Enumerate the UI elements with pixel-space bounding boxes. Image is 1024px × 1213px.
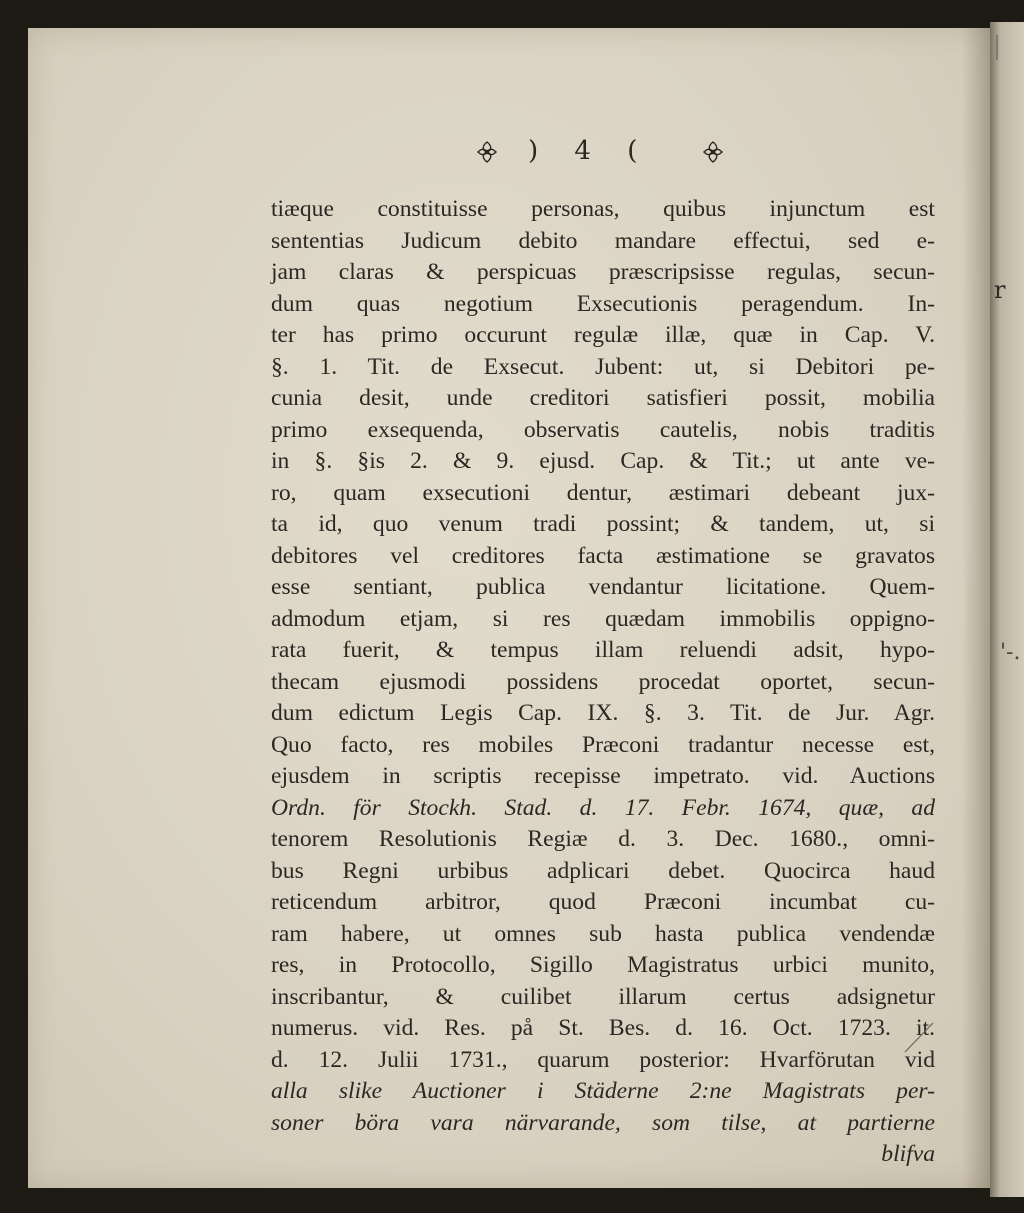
text-line: tiæque constituisse personas, quibus injunctum est xyxy=(271,196,935,222)
body-text xyxy=(271,194,935,1171)
gutter-shadow xyxy=(962,28,990,1188)
fleuron-ornament-icon xyxy=(702,140,724,164)
text-line: primo exsequenda, observatis cautelis, nobis traditis xyxy=(271,416,935,443)
margin-mark: r xyxy=(994,276,1006,304)
text-line: cunia desit, unde creditori satisfieri possit, mobilia xyxy=(271,385,935,411)
adjacent-page-edge xyxy=(990,22,1024,1197)
text-line: esse sentiant, publica vendantur licitatione. Quem- xyxy=(271,574,935,600)
text-line: soner böra vara närvarande, som tilse, at partierne xyxy=(271,1109,935,1136)
text-line: tenorem Resolutionis Regiæ d. 3. Dec. 1680., omni- xyxy=(271,826,935,852)
text-line: sententias Judicum debito mandare effectui, sed e- xyxy=(271,227,935,254)
text-line: res, in Protocollo, Sigillo Magistratus urbici munito, xyxy=(271,952,935,978)
text-line: reticendum arbitror, quod Præconi incumbat cu- xyxy=(271,889,935,915)
text-line: ta id, quo venum tradi possint; & tandem, ut, si xyxy=(271,511,935,537)
text-line: dum edictum Legis Cap. IX. §. 3. Tit. de Jur. Agr. xyxy=(271,700,935,726)
margin-mark: '-. xyxy=(1000,640,1021,665)
fleuron-ornament-icon xyxy=(476,140,498,164)
text-line: ram habere, ut omnes sub hasta publica vendendæ xyxy=(271,920,935,947)
catchword: blifva xyxy=(881,1141,935,1167)
text-line: thecam ejusmodi possidens procedat oportet, secun- xyxy=(271,668,935,695)
text-line: dum quas negotium Exsecutionis peragendum. In- xyxy=(271,290,935,317)
text-line: debitores vel creditores facta æstimatione se gravatos xyxy=(271,542,935,569)
text-line: jam claras & perspicuas præscripsisse regulas, secun- xyxy=(271,259,935,285)
text-line: ejusdem in scriptis recepisse impetrato. vid. Auctions xyxy=(271,763,935,789)
text-line: inscribantur, & cuilibet illarum certus adsignetur xyxy=(271,983,935,1010)
page-header xyxy=(476,136,746,176)
text-line: ter has primo occurunt regulæ illæ, quæ in Cap. V. xyxy=(271,322,935,348)
text-line: d. 12. Julii 1731., quarum posterior: Hvarförutan vid xyxy=(271,1046,935,1073)
text-line: in §. §is 2. & 9. ejusd. Cap. & Tit.; ut ante ve- xyxy=(271,448,935,474)
text-line: alla slike Auctioner i Städerne 2:ne Magistrats per- xyxy=(271,1078,935,1104)
text-line: bus Regni urbibus adplicari debet. Quocirca haud xyxy=(271,857,935,884)
text-line: ro, quam exsecutioni dentur, æstimari debeant jux- xyxy=(271,479,935,506)
text-line: rata fuerit, & tempus illam reluendi adsit, hypo- xyxy=(271,637,935,663)
text-line: Quo facto, res mobiles Præconi tradantur necesse est, xyxy=(271,731,935,758)
text-line: §. 1. Tit. de Exsecut. Jubent: ut, si Debitori pe- xyxy=(271,353,935,380)
text-line: numerus. vid. Res. på St. Bes. d. 16. Oct. 1723. it. xyxy=(271,1015,935,1041)
book-page xyxy=(28,28,990,1188)
text-line: Ordn. för Stockh. Stad. d. 17. Febr. 1674, quæ, ad xyxy=(271,794,935,821)
text-line: admodum etjam, si res quædam immobilis oppigno- xyxy=(271,605,935,632)
page-number: ) 4 ( xyxy=(528,136,652,166)
